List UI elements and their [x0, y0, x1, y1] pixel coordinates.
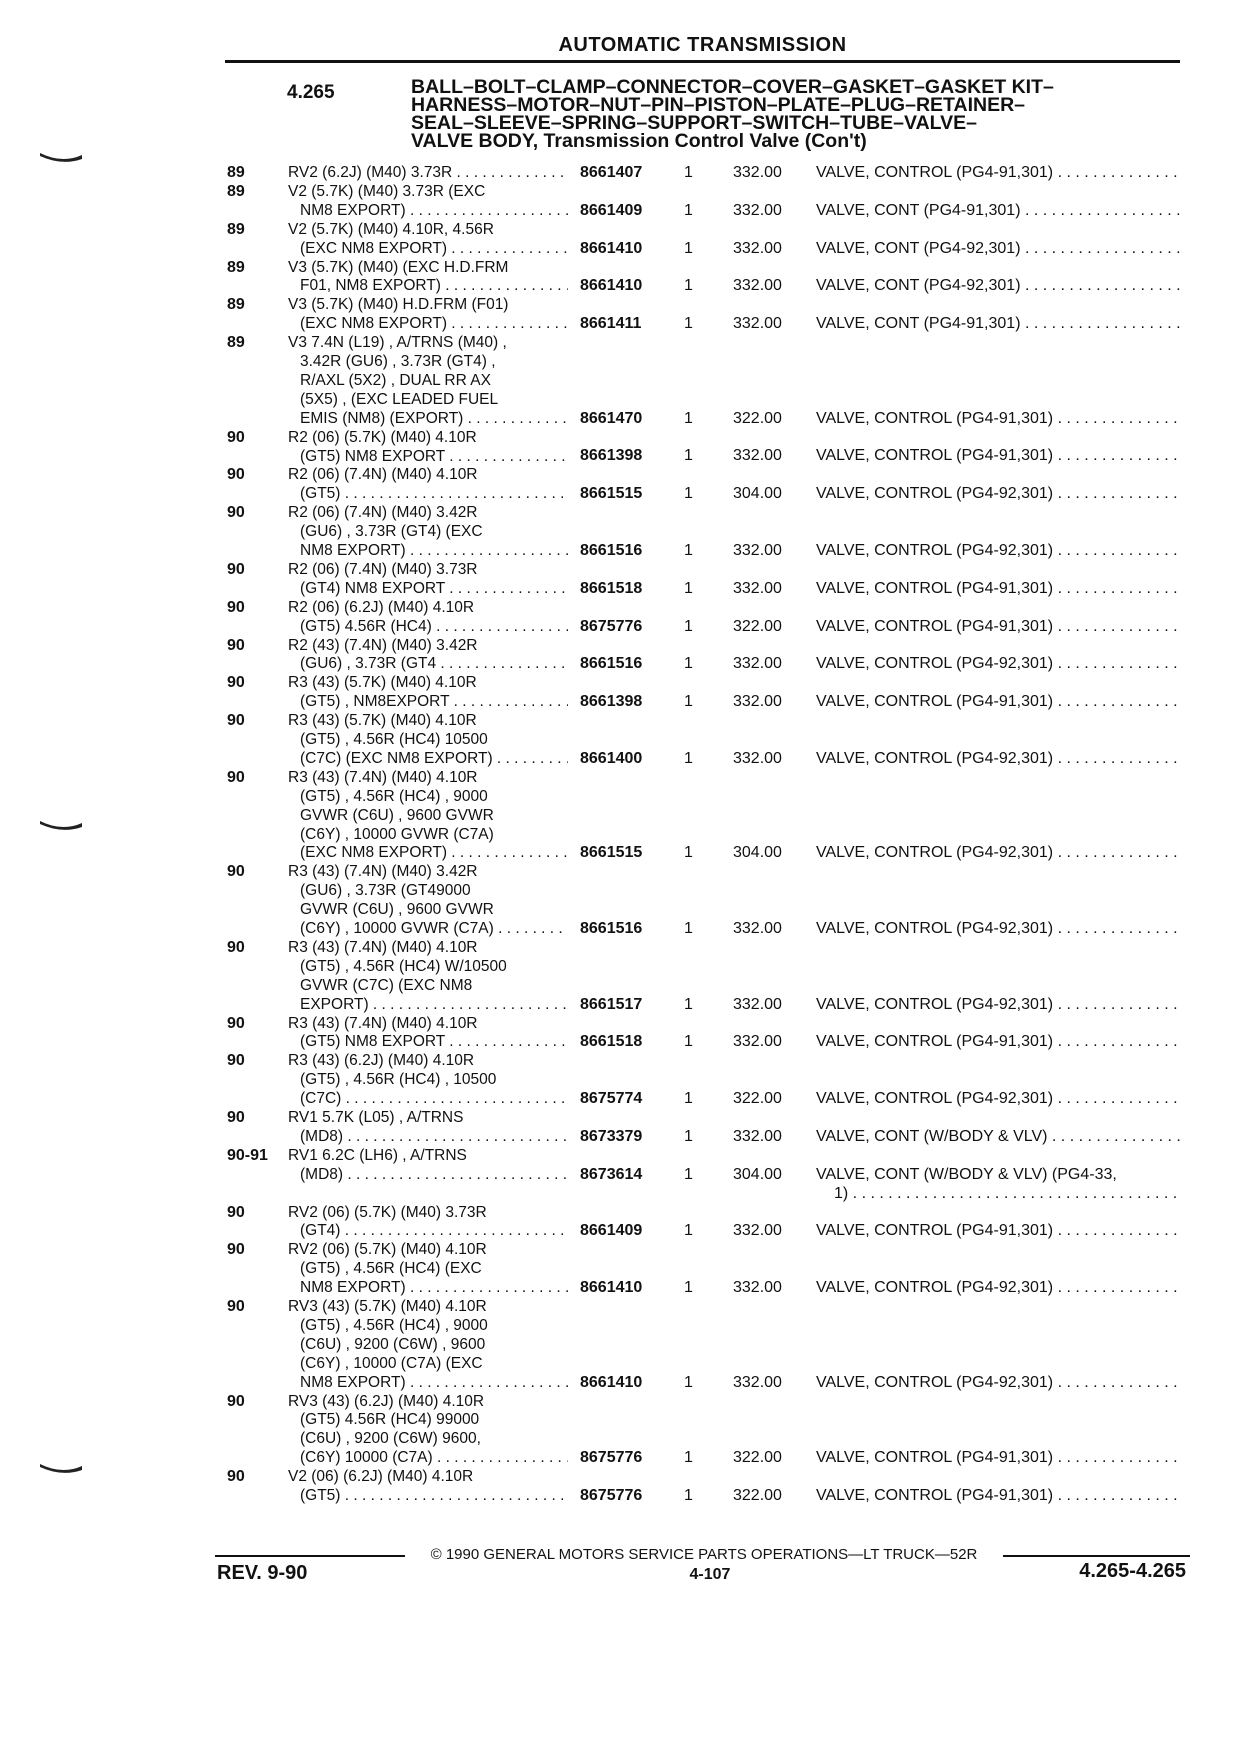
part-name-line: VALVE, CONTROL (PG4-92,301) . . .	[816, 844, 1180, 863]
section-title-line: VALVE BODY, Transmission Control Valve (Con't)	[411, 130, 867, 152]
footer-rule-left	[215, 1555, 405, 1557]
entry-year: 89	[227, 220, 245, 238]
description-line: (C7C) (EXC NM8 EXPORT) . . .	[288, 750, 568, 769]
description-line: (EXC NM8 EXPORT) . . .	[288, 240, 568, 259]
entry-year: 90	[227, 712, 245, 730]
price: 332.00	[733, 1222, 782, 1240]
price: 332.00	[733, 315, 782, 333]
entry-description	[288, 561, 568, 599]
entry-description	[288, 1109, 568, 1147]
entry-year: 90	[227, 1392, 245, 1410]
parts-entry	[0, 599, 1249, 637]
part-number: 8675776	[580, 1486, 643, 1504]
part-number: 8675776	[580, 1449, 643, 1467]
parts-entry	[0, 769, 1249, 864]
description-line: R2 (06) (6.2J) (M40) 4.10R	[288, 598, 475, 616]
entry-description	[288, 674, 568, 712]
part-number: 8673379	[580, 1127, 643, 1145]
footer-revision: REV. 9-90	[217, 1562, 308, 1584]
entry-year: 90	[227, 674, 245, 692]
description-line: (GT5) NM8 EXPORT . . .	[288, 448, 568, 467]
part-name	[816, 844, 1180, 863]
entry-year: 90	[227, 1468, 245, 1486]
quantity: 1	[684, 447, 693, 465]
part-number: 8661410	[580, 239, 643, 257]
description-line: R3 (43) (7.4N) (M40) 4.10R	[288, 938, 478, 956]
description-line: (GT5) , 4.56R (HC4) , 10500	[300, 1071, 497, 1089]
description-line: EMIS (NM8) (EXPORT) . . .	[288, 410, 568, 429]
price: 322.00	[733, 1486, 782, 1504]
parts-entry	[0, 1204, 1249, 1242]
part-name	[816, 693, 1180, 712]
price: 332.00	[733, 201, 782, 219]
part-name-line: VALVE, CONTROL (PG4-92,301) . . .	[816, 1374, 1180, 1393]
parts-entry	[0, 1241, 1249, 1298]
description-line: (MD8) . . .	[288, 1128, 568, 1147]
part-number: 8661409	[580, 1222, 643, 1240]
entry-description	[288, 1204, 568, 1242]
description-line: R2 (06) (7.4N) (M40) 3.73R	[288, 560, 478, 578]
description-line: GVWR (C6U) , 9600 GVWR	[300, 806, 494, 824]
part-name-line: VALVE, CONTROL (PG4-91,301) . . .	[816, 447, 1180, 466]
part-number: 8661516	[580, 655, 643, 673]
description-line: V3 (5.7K) (M40) H.D.FRM (F01)	[288, 296, 509, 314]
description-line: RV2 (6.2J) (M40) 3.73R . . .	[288, 164, 568, 183]
entry-year: 90	[227, 1203, 245, 1221]
binder-hole-mark	[38, 150, 84, 164]
description-line: R3 (43) (6.2J) (M40) 4.10R	[288, 1052, 475, 1070]
quantity: 1	[684, 1090, 693, 1108]
description-line: (5X5) , (EXC LEADED FUEL	[300, 390, 499, 408]
description-line: R2 (06) (7.4N) (M40) 4.10R	[288, 466, 478, 484]
part-number: 8661410	[580, 1373, 643, 1391]
parts-entry	[0, 561, 1249, 599]
entry-year: 90	[227, 938, 245, 956]
description-line: NM8 EXPORT) . . .	[288, 1279, 568, 1298]
part-name	[816, 996, 1180, 1015]
binder-hole-mark	[38, 818, 84, 832]
description-line: (GT5) . . .	[288, 1487, 568, 1506]
parts-entry	[0, 637, 1249, 675]
price: 332.00	[733, 164, 782, 181]
entry-description	[288, 1393, 568, 1469]
part-number: 8661517	[580, 995, 643, 1013]
section-number: 4.265	[287, 82, 335, 103]
quantity: 1	[684, 485, 693, 503]
quantity: 1	[684, 201, 693, 219]
parts-entry	[0, 429, 1249, 467]
entry-year: 90	[227, 768, 245, 786]
part-name	[816, 1374, 1180, 1393]
parts-entry	[0, 1109, 1249, 1147]
description-line: RV2 (06) (5.7K) (M40) 3.73R	[288, 1203, 487, 1221]
header-rule	[225, 60, 1180, 63]
entry-year: 90	[227, 504, 245, 522]
price: 332.00	[733, 1279, 782, 1297]
part-name-line: VALVE, CONTROL (PG4-91,301) . . .	[816, 580, 1180, 599]
part-name	[816, 1279, 1180, 1298]
quantity: 1	[684, 579, 693, 597]
part-name-line: VALVE, CONTROL (PG4-92,301) . . .	[816, 1279, 1180, 1298]
quantity: 1	[684, 409, 693, 427]
part-name-line: VALVE, CONT (PG4-91,301) . . .	[816, 202, 1180, 221]
part-number: 8661410	[580, 1279, 643, 1297]
description-line: (GT5) , 4.56R (HC4) W/10500	[300, 957, 507, 975]
part-name-line: 1) . . .	[816, 1185, 1180, 1204]
description-line: (EXC NM8 EXPORT) . . .	[288, 844, 568, 863]
part-name-line: VALVE, CONTROL (PG4-91,301) . . .	[816, 1487, 1180, 1506]
description-line: (GT4) NM8 EXPORT . . .	[288, 580, 568, 599]
description-line: R3 (43) (7.4N) (M40) 3.42R	[288, 863, 478, 881]
part-name-line: VALVE, CONTROL (PG4-92,301) . . .	[816, 996, 1180, 1015]
footer-copyright: © 1990 GENERAL MOTORS SERVICE PARTS OPERATIONS—LT TRUCK—52R	[430, 1546, 978, 1563]
part-name-line: VALVE, CONTROL (PG4-91,301) . . .	[816, 693, 1180, 712]
description-line: (MD8) . . .	[288, 1166, 568, 1185]
price: 304.00	[733, 1165, 782, 1183]
part-name	[816, 1090, 1180, 1109]
part-name-line: VALVE, CONT (W/BODY & VLV) . . .	[816, 1128, 1180, 1147]
description-line: R2 (43) (7.4N) (M40) 3.42R	[288, 636, 478, 654]
part-name	[816, 750, 1180, 769]
description-line: RV3 (43) (5.7K) (M40) 4.10R	[288, 1298, 487, 1315]
description-line: RV1 6.2C (LH6) , A/TRNS	[288, 1146, 467, 1164]
entry-description	[288, 296, 568, 334]
parts-entry	[0, 939, 1249, 1015]
part-name	[816, 1449, 1180, 1468]
parts-entry	[0, 164, 1249, 183]
description-line: V2 (5.7K) (M40) 3.73R (EXC	[288, 182, 486, 200]
entry-description	[288, 1015, 568, 1053]
description-line: (C6Y) , 10000 GVWR (C7A)	[300, 825, 494, 843]
parts-entry	[0, 1052, 1249, 1109]
entry-year: 89	[227, 258, 245, 276]
part-name-line: VALVE, CONTROL (PG4-91,301) . . .	[816, 1222, 1180, 1241]
parts-entry	[0, 1147, 1249, 1204]
price: 332.00	[733, 541, 782, 559]
quantity: 1	[684, 749, 693, 767]
part-name	[816, 1033, 1180, 1052]
entry-year: 90	[227, 428, 245, 446]
price: 332.00	[733, 239, 782, 257]
description-line: (GT5) , NM8EXPORT . . .	[288, 693, 568, 712]
part-number: 8661518	[580, 1033, 643, 1051]
entry-description	[288, 259, 568, 297]
description-line: (C6Y) , 10000 GVWR (C7A) . . .	[288, 920, 568, 939]
part-name-line: VALVE, CONTROL (PG4-91,301) . . .	[816, 164, 1180, 183]
part-name	[816, 580, 1180, 599]
parts-entry	[0, 221, 1249, 259]
entry-year: 90-91	[227, 1146, 268, 1164]
price: 332.00	[733, 693, 782, 711]
entry-description	[288, 221, 568, 259]
price: 332.00	[733, 919, 782, 937]
part-name-line: VALVE, CONTROL (PG4-91,301) . . .	[816, 618, 1180, 637]
footer-section-range: 4.265-4.265	[1079, 1560, 1186, 1582]
quantity: 1	[684, 1279, 693, 1297]
entry-description	[288, 637, 568, 675]
part-name	[816, 447, 1180, 466]
description-line: (GU6) , 3.73R (GT4 . . .	[288, 655, 568, 674]
entry-year: 89	[227, 296, 245, 314]
description-line: (GT5) , 4.56R (HC4) , 9000	[300, 1316, 488, 1334]
entry-year: 89	[227, 334, 245, 352]
quantity: 1	[684, 277, 693, 295]
parts-entry	[0, 712, 1249, 769]
footer-page-number: 4-107	[689, 1566, 731, 1583]
part-name	[816, 240, 1180, 259]
description-line: (GT5) , 4.56R (HC4) (EXC	[300, 1260, 482, 1278]
part-name	[816, 655, 1180, 674]
quantity: 1	[684, 844, 693, 862]
section-title-line: HARNESS–MOTOR–NUT–PIN–PISTON–PLATE–PLUG–RETAINER–	[411, 94, 1026, 116]
part-name-line: VALVE, CONT (W/BODY & VLV) (PG4-33,	[816, 1165, 1117, 1183]
section-title-line: SEAL–SLEEVE–SPRING–SUPPORT–SWITCH–TUBE–VALVE–	[411, 112, 977, 134]
section-title-line: BALL–BOLT–CLAMP–CONNECTOR–COVER–GASKET–GASKET KIT–	[411, 76, 1054, 98]
entry-description	[288, 1241, 568, 1298]
description-line: R/AXL (5X2) , DUAL RR AX	[300, 371, 491, 389]
entry-description	[288, 599, 568, 637]
part-name	[816, 1166, 1180, 1204]
page-header-title: AUTOMATIC TRANSMISSION	[558, 34, 847, 56]
part-name	[816, 164, 1180, 183]
quantity: 1	[684, 995, 693, 1013]
part-name	[816, 277, 1180, 296]
entry-year: 90	[227, 1052, 245, 1070]
parts-entry	[0, 504, 1249, 561]
entry-year: 90	[227, 1014, 245, 1032]
entry-year: 90	[227, 1109, 245, 1126]
quantity: 1	[684, 1373, 693, 1391]
description-line: (GT5) , 4.56R (HC4) 10500	[300, 731, 488, 748]
description-line: (C7C) . . .	[288, 1090, 568, 1109]
parts-entry	[0, 296, 1249, 334]
part-number: 8661409	[580, 201, 643, 219]
entry-description	[288, 1147, 568, 1185]
part-number: 8661516	[580, 919, 643, 937]
part-name-line: VALVE, CONTROL (PG4-92,301) . . .	[816, 1090, 1180, 1109]
footer-rule-right	[1003, 1555, 1190, 1557]
description-line: GVWR (C6U) , 9600 GVWR	[300, 901, 494, 919]
description-line: (C6U) , 9200 (C6W) , 9600	[300, 1335, 486, 1353]
description-line: F01, NM8 EXPORT) . . .	[288, 277, 568, 296]
description-line: (GU6) , 3.73R (GT49000	[300, 882, 471, 900]
description-line: R3 (43) (7.4N) (M40) 4.10R	[288, 768, 478, 786]
part-number: 8661407	[580, 164, 643, 181]
parts-entry	[0, 674, 1249, 712]
entry-year: 90	[227, 560, 245, 578]
quantity: 1	[684, 919, 693, 937]
quantity: 1	[684, 164, 693, 181]
part-name	[816, 542, 1180, 561]
parts-entry	[0, 1298, 1249, 1393]
entry-year: 90	[227, 1241, 245, 1259]
entry-year: 89	[227, 164, 245, 181]
part-number: 8675774	[580, 1090, 643, 1108]
description-line: (GT5) NM8 EXPORT . . .	[288, 1033, 568, 1052]
part-name	[816, 920, 1180, 939]
description-line: (GU6) , 3.73R (GT4) (EXC	[300, 523, 483, 541]
part-name-line: VALVE, CONTROL (PG4-92,301) . . .	[816, 655, 1180, 674]
entry-description	[288, 466, 568, 504]
parts-entry	[0, 1015, 1249, 1053]
description-line: R2 (06) (7.4N) (M40) 3.42R	[288, 504, 478, 522]
part-name-line: VALVE, CONTROL (PG4-92,301) . . .	[816, 750, 1180, 769]
entry-year: 90	[227, 466, 245, 484]
part-name-line: VALVE, CONTROL (PG4-91,301) . . .	[816, 410, 1180, 429]
entry-description	[288, 863, 568, 939]
description-line: (GT5) 4.56R (HC4) . . .	[288, 618, 568, 637]
part-number: 8661516	[580, 541, 643, 559]
entry-year: 90	[227, 636, 245, 654]
description-line: (GT5) . . .	[288, 485, 568, 504]
description-line: (C6U) , 9200 (C6W) 9600,	[300, 1430, 481, 1448]
price: 304.00	[733, 844, 782, 862]
price: 332.00	[733, 1373, 782, 1391]
price: 332.00	[733, 655, 782, 673]
part-name-line: VALVE, CONTROL (PG4-92,301) . . .	[816, 485, 1180, 504]
binder-hole-mark	[38, 1461, 84, 1475]
entry-description	[288, 769, 568, 864]
part-name	[816, 1128, 1180, 1147]
quantity: 1	[684, 1449, 693, 1467]
part-number: 8661470	[580, 409, 643, 427]
entry-description	[288, 429, 568, 467]
part-name-line: VALVE, CONTROL (PG4-92,301) . . .	[816, 542, 1180, 561]
entry-description	[288, 334, 568, 429]
part-number: 8661410	[580, 277, 643, 295]
description-line: (C6Y) 10000 (C7A) . . .	[288, 1449, 568, 1468]
quantity: 1	[684, 239, 693, 257]
entry-description	[288, 1052, 568, 1109]
part-number: 8661515	[580, 485, 643, 503]
quantity: 1	[684, 693, 693, 711]
price: 332.00	[733, 1127, 782, 1145]
description-line: NM8 EXPORT) . . .	[288, 202, 568, 221]
description-line: NM8 EXPORT) . . .	[288, 1374, 568, 1393]
parts-entry	[0, 1468, 1249, 1506]
parts-entry	[0, 863, 1249, 939]
part-name	[816, 618, 1180, 637]
parts-entry	[0, 1393, 1249, 1469]
quantity: 1	[684, 1222, 693, 1240]
parts-entry	[0, 259, 1249, 297]
quantity: 1	[684, 1165, 693, 1183]
part-name	[816, 1487, 1180, 1506]
entry-description	[288, 1298, 568, 1393]
entry-year: 90	[227, 1298, 245, 1315]
price: 322.00	[733, 1449, 782, 1467]
description-line: R3 (43) (5.7K) (M40) 4.10R	[288, 674, 477, 692]
entry-year: 90	[227, 598, 245, 616]
part-number: 8661398	[580, 693, 643, 711]
description-line: V2 (5.7K) (M40) 4.10R, 4.56R	[288, 220, 494, 238]
parts-entry	[0, 466, 1249, 504]
part-name	[816, 410, 1180, 429]
part-number: 8661518	[580, 579, 643, 597]
description-line: V3 7.4N (L19) , A/TRNS (M40) ,	[288, 334, 507, 352]
price: 332.00	[733, 995, 782, 1013]
part-name-line: VALVE, CONT (PG4-92,301) . . .	[816, 240, 1180, 259]
part-number: 8661398	[580, 447, 643, 465]
part-name	[816, 202, 1180, 221]
part-number: 8675776	[580, 617, 643, 635]
description-line: (GT4) . . .	[288, 1222, 568, 1241]
description-line: 3.42R (GU6) , 3.73R (GT4) ,	[300, 353, 496, 370]
price: 332.00	[733, 579, 782, 597]
description-line: GVWR (C7C) (EXC NM8	[300, 976, 473, 994]
description-line: RV1 5.7K (L05) , A/TRNS	[288, 1109, 464, 1126]
part-name-line: VALVE, CONTROL (PG4-91,301) . . .	[816, 1033, 1180, 1052]
price: 332.00	[733, 447, 782, 465]
parts-entry	[0, 183, 1249, 221]
parts-entry	[0, 334, 1249, 429]
quantity: 1	[684, 315, 693, 333]
part-name-line: VALVE, CONT (PG4-92,301) . . .	[816, 277, 1180, 296]
part-name-line: VALVE, CONTROL (PG4-92,301) . . .	[816, 920, 1180, 939]
entry-year: 90	[227, 863, 245, 881]
description-line: RV3 (43) (6.2J) (M40) 4.10R	[288, 1392, 485, 1410]
part-name	[816, 1222, 1180, 1241]
part-name-line: VALVE, CONT (PG4-91,301) . . .	[816, 315, 1180, 334]
entry-description	[288, 1468, 568, 1506]
entry-year: 89	[227, 182, 245, 200]
quantity: 1	[684, 1127, 693, 1145]
quantity: 1	[684, 1033, 693, 1051]
price: 322.00	[733, 1090, 782, 1108]
quantity: 1	[684, 541, 693, 559]
description-line: R3 (43) (7.4N) (M40) 4.10R	[288, 1014, 478, 1032]
entry-description	[288, 939, 568, 1015]
description-line: (C6Y) , 10000 (C7A) (EXC	[300, 1354, 483, 1372]
price: 332.00	[733, 277, 782, 295]
entry-description	[288, 504, 568, 561]
description-line: RV2 (06) (5.7K) (M40) 4.10R	[288, 1241, 487, 1259]
entry-description	[288, 164, 568, 183]
description-line: R3 (43) (5.7K) (M40) 4.10R	[288, 712, 477, 730]
quantity: 1	[684, 617, 693, 635]
description-line: (GT5) 4.56R (HC4) 99000	[300, 1411, 480, 1429]
description-line: NM8 EXPORT) . . .	[288, 542, 568, 561]
quantity: 1	[684, 655, 693, 673]
price: 322.00	[733, 409, 782, 427]
description-line: EXPORT) . . .	[288, 996, 568, 1015]
part-number: 8661411	[580, 315, 642, 333]
price: 304.00	[733, 485, 782, 503]
entry-description	[288, 712, 568, 769]
part-number: 8661400	[580, 749, 643, 767]
part-name	[816, 315, 1180, 334]
description-line: V2 (06) (6.2J) (M40) 4.10R	[288, 1468, 474, 1486]
description-line: R2 (06) (5.7K) (M40) 4.10R	[288, 428, 477, 446]
description-line: (EXC NM8 EXPORT) . . .	[288, 315, 568, 334]
entry-description	[288, 183, 568, 221]
price: 332.00	[733, 1033, 782, 1051]
price: 322.00	[733, 617, 782, 635]
price: 332.00	[733, 749, 782, 767]
quantity: 1	[684, 1486, 693, 1504]
part-name	[816, 485, 1180, 504]
part-number: 8673614	[580, 1165, 643, 1183]
part-number: 8661515	[580, 844, 643, 862]
description-line: V3 (5.7K) (M40) (EXC H.D.FRM	[288, 258, 509, 276]
description-line: (GT5) , 4.56R (HC4) , 9000	[300, 787, 488, 805]
section-title	[411, 78, 1181, 150]
part-name-line: VALVE, CONTROL (PG4-91,301) . . .	[816, 1449, 1180, 1468]
